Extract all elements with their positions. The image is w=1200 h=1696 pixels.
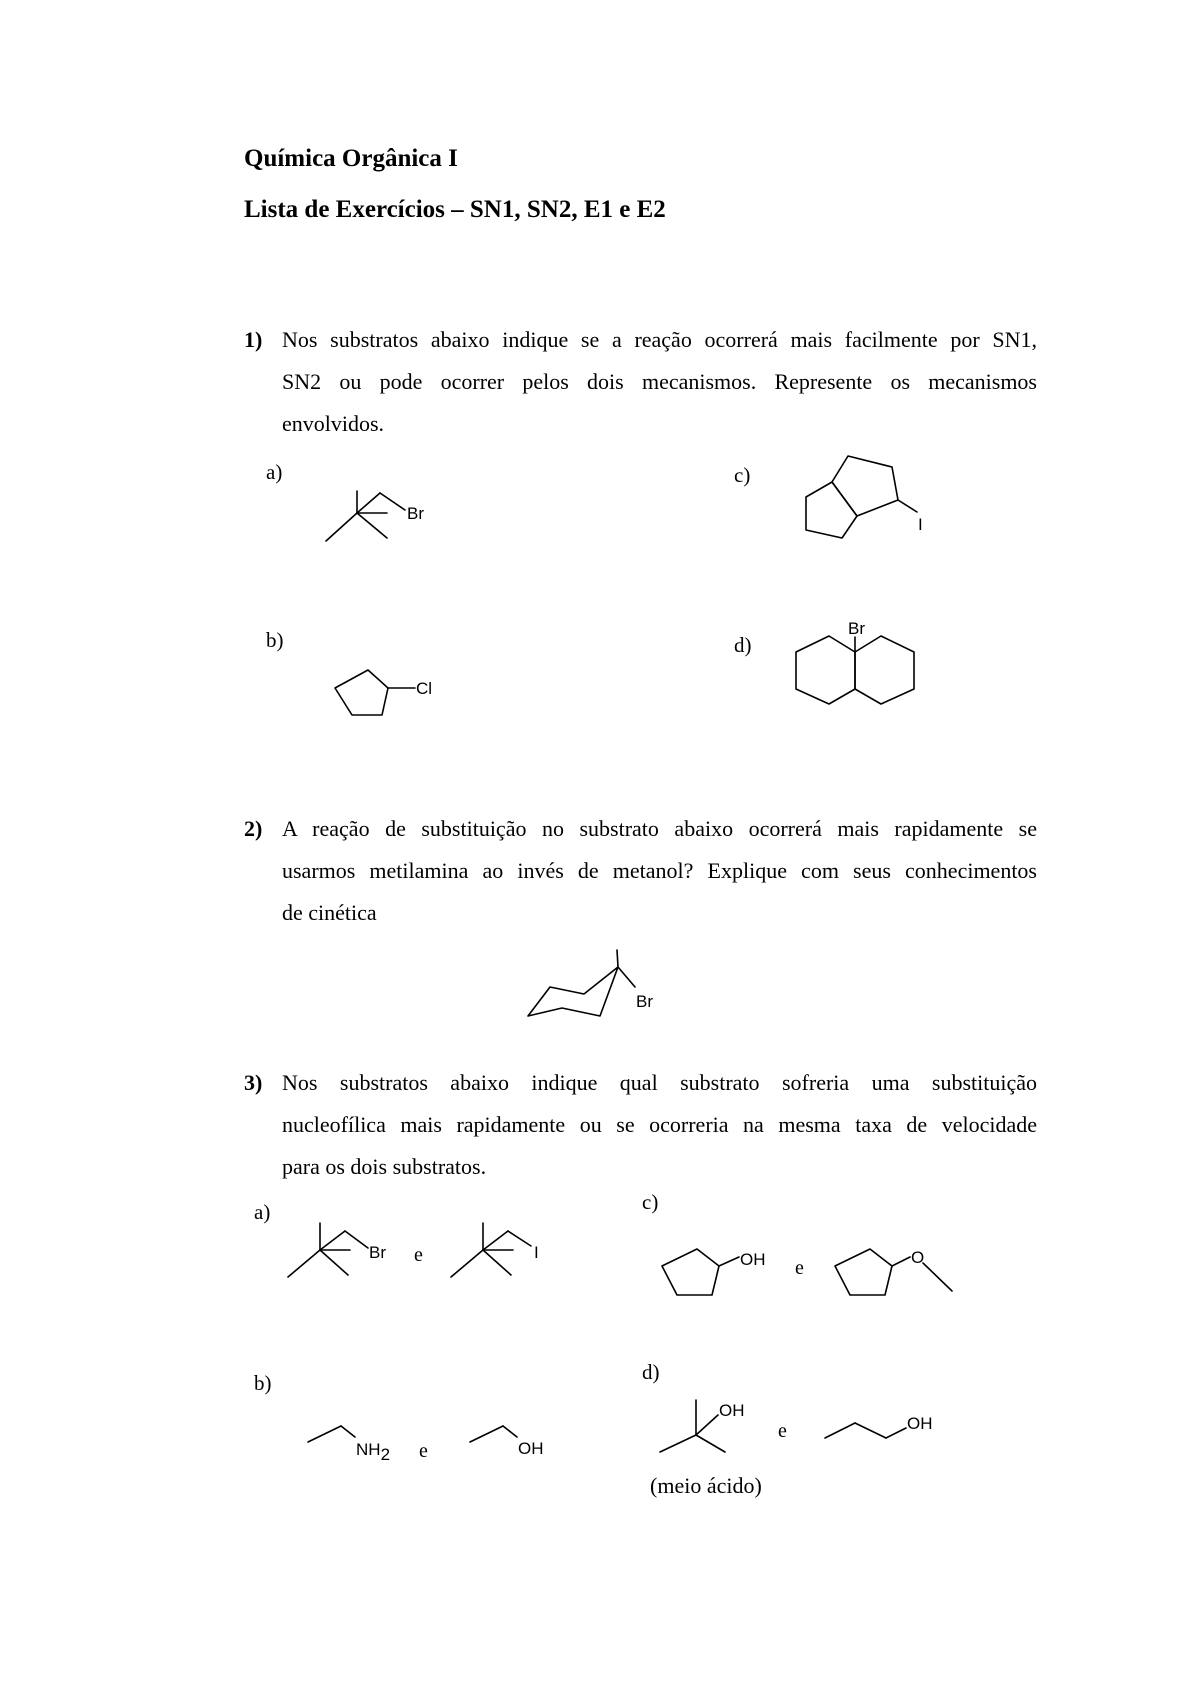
- q3-b-ethanol-structure: [467, 1420, 562, 1465]
- q3-item-d-label: d): [642, 1360, 660, 1384]
- q1-c-atom: I: [918, 515, 923, 534]
- q1-item-c-label: c): [734, 463, 751, 487]
- q3-item-c-label: c): [642, 1190, 659, 1214]
- q3-d-tert-butanol-structure: [655, 1395, 765, 1470]
- q3-a-neopentyl-bromide-structure: [285, 1220, 395, 1285]
- q3-d-propanol-structure: [822, 1405, 947, 1455]
- q1-b-atom: Cl: [416, 679, 433, 698]
- question-2-text: [282, 808, 1037, 934]
- q1-c-iodo-bicyclooctane-structure: [800, 450, 930, 550]
- q3-a-right-atom: I: [534, 1243, 539, 1262]
- q3-a-left-atom: Br: [369, 1243, 386, 1262]
- q3-item-b-label: b): [254, 1371, 272, 1395]
- q1-a-neopentyl-bromide-structure: [320, 485, 440, 550]
- q3-d-acid-medium-note: (meio ácido): [650, 1473, 762, 1498]
- question-2-line-3: de cinética: [282, 900, 377, 925]
- q3-b-ethylamine-structure: [305, 1420, 400, 1465]
- q3-item-a-label: a): [254, 1200, 271, 1224]
- question-3-line-1: Nos substratos abaixo indique qual substrato sofreria uma substituição: [282, 1070, 1037, 1095]
- question-1-text: [282, 319, 1037, 445]
- q3-d-left-atom: OH: [719, 1401, 745, 1420]
- question-1-line-2: SN2 ou pode ocorrer pelos dois mecanismos. Represente os mecanismos: [282, 369, 1037, 394]
- q3-c-left-atom: OH: [740, 1250, 766, 1269]
- question-3-text: [282, 1062, 1037, 1188]
- question-2-number: 2): [244, 816, 263, 841]
- q1-d-bromodecalin-structure: [790, 619, 925, 725]
- q3-b-right-atom: OH: [518, 1439, 544, 1458]
- q3-c-right-atom: O: [911, 1248, 925, 1267]
- q3-c-cyclopentanol-structure: [657, 1245, 777, 1310]
- question-3-number: 3): [244, 1070, 263, 1095]
- q3-c-methoxycyclopentane-structure: [830, 1245, 960, 1315]
- list-title: Lista de Exercícios – SN1, SN2, E1 e E2: [244, 196, 666, 223]
- q2-methylcyclohexyl-bromide-structure: [525, 950, 675, 1030]
- q1-a-atom: Br: [407, 504, 424, 523]
- question-3-line-2: nucleofílica mais rapidamente ou se ocorreria na mesma taxa de velocidade: [282, 1112, 1037, 1137]
- course-title: Química Orgânica I: [244, 145, 458, 172]
- q3-b-connector: e: [419, 1440, 428, 1462]
- q3-a-neopentyl-iodide-structure: [448, 1220, 548, 1285]
- q3-d-connector: e: [778, 1420, 787, 1442]
- q1-item-b-label: b): [266, 628, 284, 652]
- q3-a-connector: e: [414, 1244, 423, 1266]
- q3-d-right-atom: OH: [907, 1414, 933, 1433]
- q1-b-chlorocyclopentane-structure: [330, 665, 450, 735]
- q1-item-d-label: d): [734, 633, 752, 657]
- question-1-line-3: envolvidos.: [282, 411, 385, 436]
- q3-c-connector: e: [795, 1257, 804, 1279]
- question-2-line-2: usarmos metilamina ao invés de metanol? Explique com seus conhecimentos: [282, 858, 1037, 883]
- q3-b-left-atom: NH2: [356, 1440, 391, 1464]
- question-2-line-1: A reação de substituição no substrato abaixo ocorrerá mais rapidamente se: [282, 816, 1037, 841]
- q1-item-a-label: a): [266, 460, 283, 484]
- question-1-number: 1): [244, 327, 263, 352]
- question-3-line-3: para os dois substratos.: [282, 1154, 487, 1179]
- q1-d-atom: Br: [848, 619, 865, 638]
- question-1-line-1: Nos substratos abaixo indique se a reação ocorrerá mais facilmente por SN1,: [282, 327, 1037, 352]
- q2-atom: Br: [636, 992, 653, 1011]
